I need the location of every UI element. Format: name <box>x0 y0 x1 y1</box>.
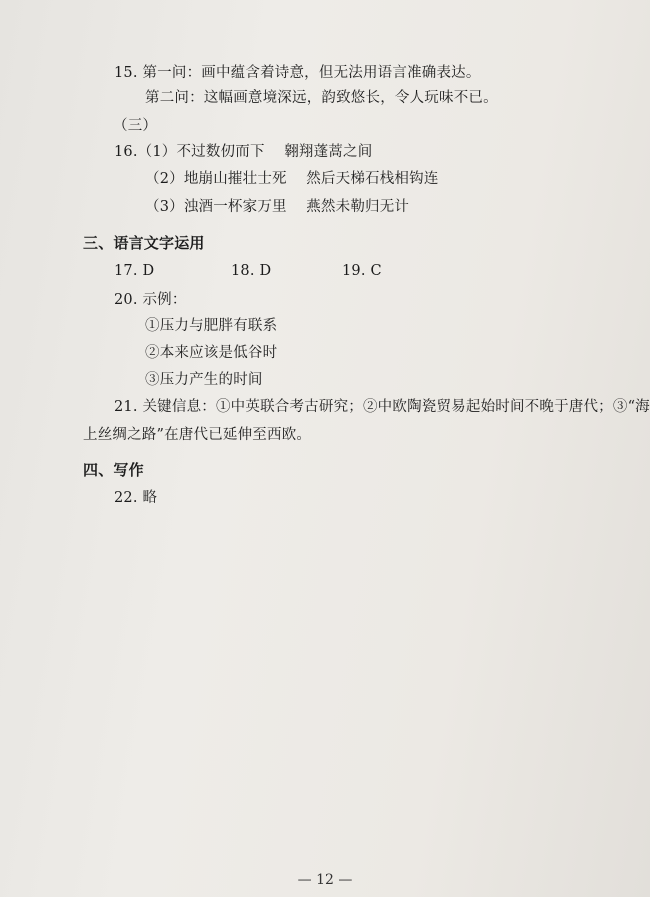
q15-line1: 15. 第一问：画中蕴含着诗意，但无法用语言准确表达。 <box>114 65 481 81</box>
section-three-sub: （三） <box>113 118 158 134</box>
q17-answer: 17. D <box>114 263 155 279</box>
q16-item3: （3）浊酒一杯家万里 燕然未勒归无计 <box>145 199 410 215</box>
q20-example3: ③压力产生的时间 <box>145 372 263 388</box>
q16-item1: 16.（1）不过数仞而下 翱翔蓬蒿之间 <box>114 144 373 160</box>
bleed-through-text <box>510 66 523 85</box>
q19-answer: 19. C <box>342 263 382 279</box>
section-language-heading: 三、语言文字运用 <box>83 234 205 252</box>
q21-line1: 21. 关键信息：①中英联合考古研究；②中欧陶瓷贸易起始时间不晚于唐代；③“海 <box>114 399 650 415</box>
q20-example1: ①压力与肥胖有联系 <box>145 318 278 334</box>
page-number: — 12 — <box>297 872 353 888</box>
section-writing-heading: 四、写作 <box>83 461 144 479</box>
q15-line2: 第二问：这幅画意境深远，韵致悠长，令人玩味不已。 <box>145 90 498 106</box>
q21-line2: 上丝绸之路”在唐代已延伸至西欧。 <box>83 427 312 443</box>
q20-label: 20. 示例： <box>114 292 187 308</box>
q20-example2: ②本来应该是低谷时 <box>145 345 278 361</box>
q22-answer: 22. 略 <box>114 490 158 506</box>
q18-answer: 18. D <box>231 263 272 279</box>
q16-item2: （2）地崩山摧壮士死 然后天梯石栈相钩连 <box>145 171 439 187</box>
